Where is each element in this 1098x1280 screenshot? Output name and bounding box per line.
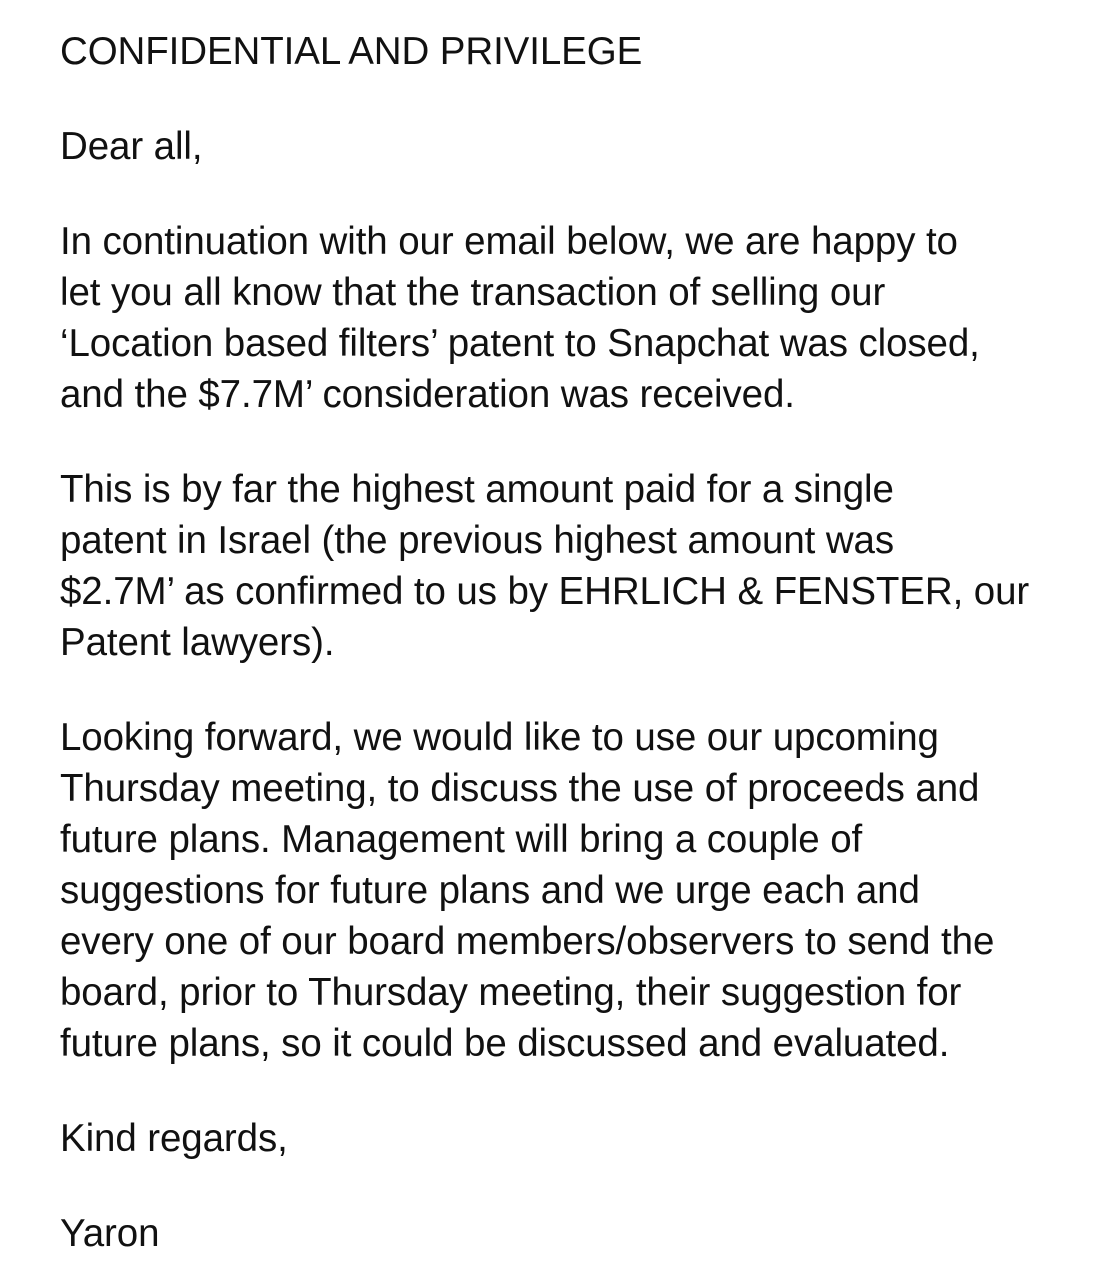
paragraph-transaction: In continuation with our email below, we are happy to let you all know that the transaction of selling our ‘Location based filters’ patent to Snapchat was closed, and the $7.7M’ consideration was received. [60, 220, 980, 416]
closing: Kind regards, [60, 1117, 288, 1160]
paragraph-highest-amount: This is by far the highest amount paid for a single patent in Israel (the previous highest amount was $2.7M’ as confirmed to us by EHRLICH & FENSTER, our Patent lawyers). [60, 468, 1030, 664]
greeting: Dear all, [60, 125, 203, 168]
signature: Yaron [60, 1212, 160, 1255]
confidential-heading: CONFIDENTIAL AND PRIVILEGE [60, 30, 643, 73]
paragraph-future-plans: Looking forward, we would like to use our upcoming Thursday meeting, to discuss the use of proceeds and future plans. Management will bring a couple of suggestions for future plans and we urge each and every one of our board members/observers to send the board, prior to Thursday meeting, their suggestion for future plans, so it could be discussed and evaluated. [60, 716, 995, 1065]
email-body [60, 26, 1070, 1259]
